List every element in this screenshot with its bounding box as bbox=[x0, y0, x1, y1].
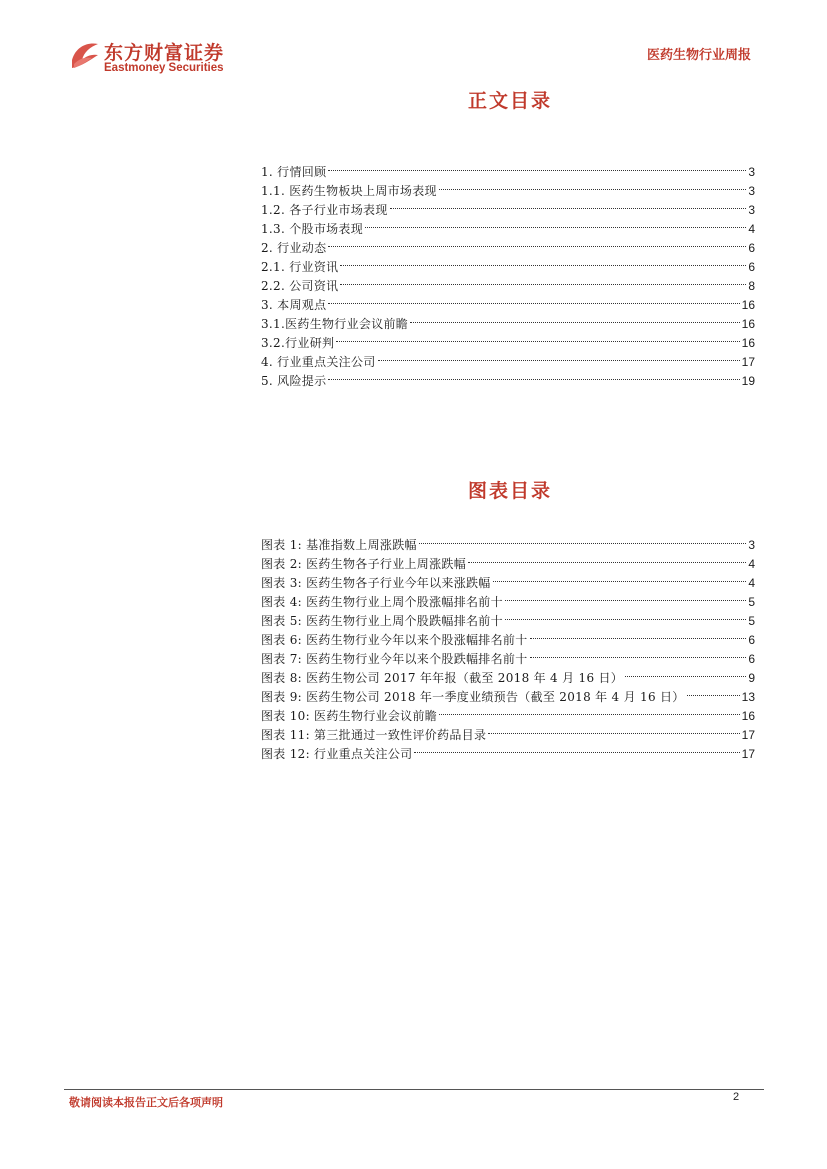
toc-entry-label: 2.1. 行业资讯 bbox=[261, 260, 339, 274]
toc-entry-page: 3 bbox=[748, 165, 755, 179]
figure-entry-page: 9 bbox=[748, 671, 755, 685]
toc-entry-label: 1.1. 医药生物板块上周市场表现 bbox=[261, 184, 437, 198]
dot-leader bbox=[419, 524, 747, 544]
toc-entry-label: 5. 风险提示 bbox=[261, 374, 327, 388]
toc-entry-page: 3 bbox=[748, 184, 755, 198]
figure-list bbox=[261, 529, 755, 761]
logo-english-name: Eastmoney Securities bbox=[104, 62, 224, 74]
page-number: 2 bbox=[733, 1091, 740, 1103]
dot-leader bbox=[410, 303, 740, 323]
toc-list bbox=[261, 156, 755, 388]
toc-title: 正文目录 bbox=[467, 90, 552, 112]
toc-entry-label: 2.2. 公司资讯 bbox=[261, 279, 339, 293]
dot-leader bbox=[493, 562, 747, 582]
figure-entry-page: 4 bbox=[748, 557, 755, 571]
dot-leader bbox=[530, 619, 747, 639]
dot-leader bbox=[336, 322, 739, 342]
figure-entry-page: 4 bbox=[748, 576, 755, 590]
figure-entry-label: 图表 8: 医药生物公司 2017 年年报（截至 2018 年 4 月 16 日） bbox=[261, 671, 624, 685]
dot-leader bbox=[625, 657, 746, 677]
figure-entry-page: 3 bbox=[748, 538, 755, 552]
toc-entry-label: 4. 行业重点关注公司 bbox=[261, 355, 376, 369]
logo-chinese-name: 东方财富证券 bbox=[104, 42, 225, 64]
toc-entry-page: 16 bbox=[741, 298, 755, 312]
dot-leader bbox=[378, 341, 740, 361]
figure-entry-label: 图表 6: 医药生物行业今年以来个股涨幅排名前十 bbox=[261, 633, 528, 647]
dot-leader bbox=[505, 581, 746, 601]
dot-leader bbox=[365, 208, 746, 228]
figure-list-title: 图表目录 bbox=[467, 480, 552, 502]
dot-leader bbox=[687, 676, 740, 696]
toc-entry-label: 3.2.行业研判 bbox=[261, 336, 335, 350]
footer-disclaimer: 敬请阅读本报告正文后各项声明 bbox=[69, 1096, 223, 1109]
figure-entry-page: 17 bbox=[741, 728, 755, 742]
figure-entry-label: 图表 5: 医药生物行业上周个股跌幅排名前十 bbox=[261, 614, 503, 628]
toc-entry-label: 1.3. 个股市场表现 bbox=[261, 222, 364, 236]
toc-entry-page: 4 bbox=[748, 222, 755, 236]
toc-entry-page: 3 bbox=[748, 203, 755, 217]
figure-entry-label: 图表 12: 行业重点关注公司 bbox=[261, 747, 413, 761]
figure-entry-page: 16 bbox=[741, 709, 755, 723]
footer-divider bbox=[64, 1089, 764, 1090]
dot-leader bbox=[439, 695, 740, 715]
dot-leader bbox=[328, 227, 746, 247]
figure-entry-page: 5 bbox=[748, 614, 755, 628]
company-logo bbox=[68, 36, 238, 76]
toc-entry-page: 17 bbox=[741, 355, 755, 369]
figure-entry-label: 图表 1: 基准指数上周涨跌幅 bbox=[261, 538, 417, 552]
toc-entry-label: 2. 行业动态 bbox=[261, 241, 327, 255]
toc-entry-page: 16 bbox=[741, 317, 755, 331]
figure-entry-page: 17 bbox=[741, 747, 755, 761]
figure-entry-page: 13 bbox=[741, 690, 755, 704]
toc-entry-label: 1. 行情回顾 bbox=[261, 165, 327, 179]
toc-entry-label: 1.2. 各子行业市场表现 bbox=[261, 203, 388, 217]
figure-entry-label: 图表 11: 第三批通过一致性评价药品目录 bbox=[261, 728, 487, 742]
figure-entry-label: 图表 4: 医药生物行业上周个股涨幅排名前十 bbox=[261, 595, 503, 609]
figure-entry-label: 图表 7: 医药生物行业今年以来个股跌幅排名前十 bbox=[261, 652, 528, 666]
toc-entry-page: 16 bbox=[741, 336, 755, 350]
dot-leader bbox=[439, 170, 746, 190]
dot-leader bbox=[468, 543, 746, 563]
toc-entry-label: 3. 本周观点 bbox=[261, 298, 327, 312]
dot-leader bbox=[414, 733, 739, 753]
toc-entry-page: 19 bbox=[741, 374, 755, 388]
figure-entry-label: 图表 9: 医药生物公司 2018 年一季度业绩预告（截至 2018 年 4 月 16 日） bbox=[261, 690, 685, 704]
toc-entry-label: 3.1.医药生物行业会议前瞻 bbox=[261, 317, 409, 331]
dot-leader bbox=[488, 714, 739, 734]
figure-entry-label: 图表 3: 医药生物各子行业今年以来涨跌幅 bbox=[261, 576, 491, 590]
dot-leader bbox=[328, 151, 746, 171]
figure-entry-label: 图表 2: 医药生物各子行业上周涨跌幅 bbox=[261, 557, 467, 571]
dot-leader bbox=[530, 638, 747, 658]
figure-entry-page: 6 bbox=[748, 652, 755, 666]
dot-leader bbox=[340, 246, 746, 266]
eastmoney-logo-icon bbox=[68, 38, 102, 72]
figure-entry-page: 5 bbox=[748, 595, 755, 609]
dot-leader bbox=[328, 284, 739, 304]
figure-entry-label: 图表 10: 医药生物行业会议前瞻 bbox=[261, 709, 438, 723]
dot-leader bbox=[328, 360, 739, 380]
toc-entry-page: 6 bbox=[748, 241, 755, 255]
toc-entry-page: 8 bbox=[748, 279, 755, 293]
figure-entry-page: 6 bbox=[748, 633, 755, 647]
toc-entry-page: 6 bbox=[748, 260, 755, 274]
toc-entry[interactable] bbox=[261, 365, 755, 388]
dot-leader bbox=[390, 189, 747, 209]
dot-leader bbox=[505, 600, 746, 620]
dot-leader bbox=[340, 265, 746, 285]
report-type-label: 医药生物行业周报 bbox=[646, 48, 751, 63]
